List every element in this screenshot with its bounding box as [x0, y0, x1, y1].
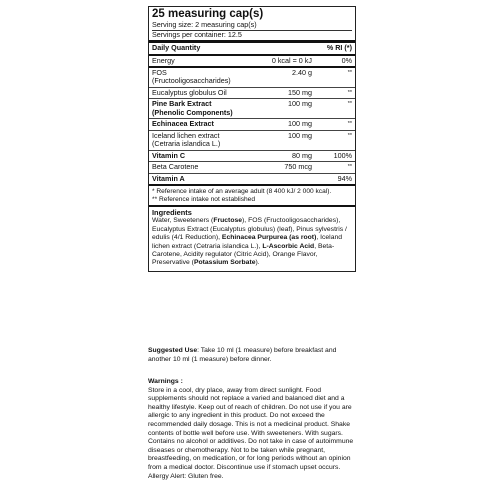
- warnings-title: Warnings :: [148, 378, 183, 385]
- col-ri: % RI (*): [326, 43, 352, 53]
- panel-title: 25 measuring cap(s): [152, 8, 264, 20]
- table-row: Vitamin A 94%: [149, 174, 355, 186]
- ingredients-title: Ingredients: [152, 208, 192, 218]
- warnings-text: Store in a cool, dry place, away from direct sunlight. Food supplements should not replace a varied and balanced diet and a healthy lifestyle. Keep out of reach of children. Do not use if you are allergic to any ingredient in this product. Do not exceed the recommended daily dosage. This is not a medicinal product. Shake contents of bottle well before use. With sweeteners. With sugars. Contains no alcohol or additives. Do not take in case of autoimmune diseases or chemotherapy. Not to be taken while pregnant, breastfeeding, on medication, or for long periods without an opinion from a medical doctor. Discontinue use if stomach upset occurs. Allergy Alert: Gluten free.: [148, 386, 354, 480]
- table-row: Energy 0 kcal = 0 kJ 0%: [149, 56, 355, 68]
- table-header-row: [149, 43, 355, 55]
- suggested-use-text: : Take 10 ml (1 measure) before breakfast and another 10 ml (1 measure) before dinner.: [148, 347, 337, 363]
- col-quantity: Daily Quantity: [152, 43, 201, 53]
- ingredients-section: [149, 205, 355, 271]
- nutrition-facts-panel: [148, 6, 356, 272]
- serving-size: Serving size: 2 measuring cap(s): [152, 21, 352, 31]
- suggested-use-title: Suggested Use: [148, 347, 198, 354]
- table-row: Vitamin C 80 mg 100%: [149, 151, 355, 162]
- ingredients-text: Water, Sweeteners (Fructose), FOS (Fructooligosaccharides), Eucalyptus Extract (Eucalyptus globulus) (leaf), Pinus sylvestris / edulis (4/1 Reduction), Echinacea Purpurea (as root), Iceland lichen extract (Cetraria islandica L.), L-Ascorbic Acid, Beta-Carotene, Acidity regulator (Citric Acid), Orange Flavor, Preservative (Potassium Sorbate).: [152, 217, 347, 267]
- footnote-ref1: * Reference intake of an average adult (8 400 kJ/ 2 000 kcal).: [152, 188, 332, 196]
- footnotes: [149, 186, 355, 205]
- panel-header: [149, 7, 355, 43]
- table-row: Eucalyptus globulus Oil 150 mg **: [149, 88, 355, 99]
- table-row: Pine Bark Extract (Phenolic Components) 100 mg **: [149, 99, 355, 119]
- table-row: Beta Carotene 750 mcg **: [149, 162, 355, 173]
- suggested-use: [148, 347, 360, 364]
- table-row: Echinacea Extract 100 mg **: [149, 119, 355, 130]
- table-row: Iceland lichen extract (Cetraria islandica L.) 100 mg **: [149, 131, 355, 151]
- footnote-ref2: ** Reference intake not established: [152, 196, 256, 204]
- warnings: [148, 378, 360, 481]
- table-row: FOS (Fructooligosaccharides) 2.40 g **: [149, 68, 355, 88]
- servings-per-container: Servings per container: 12.5: [152, 29, 242, 39]
